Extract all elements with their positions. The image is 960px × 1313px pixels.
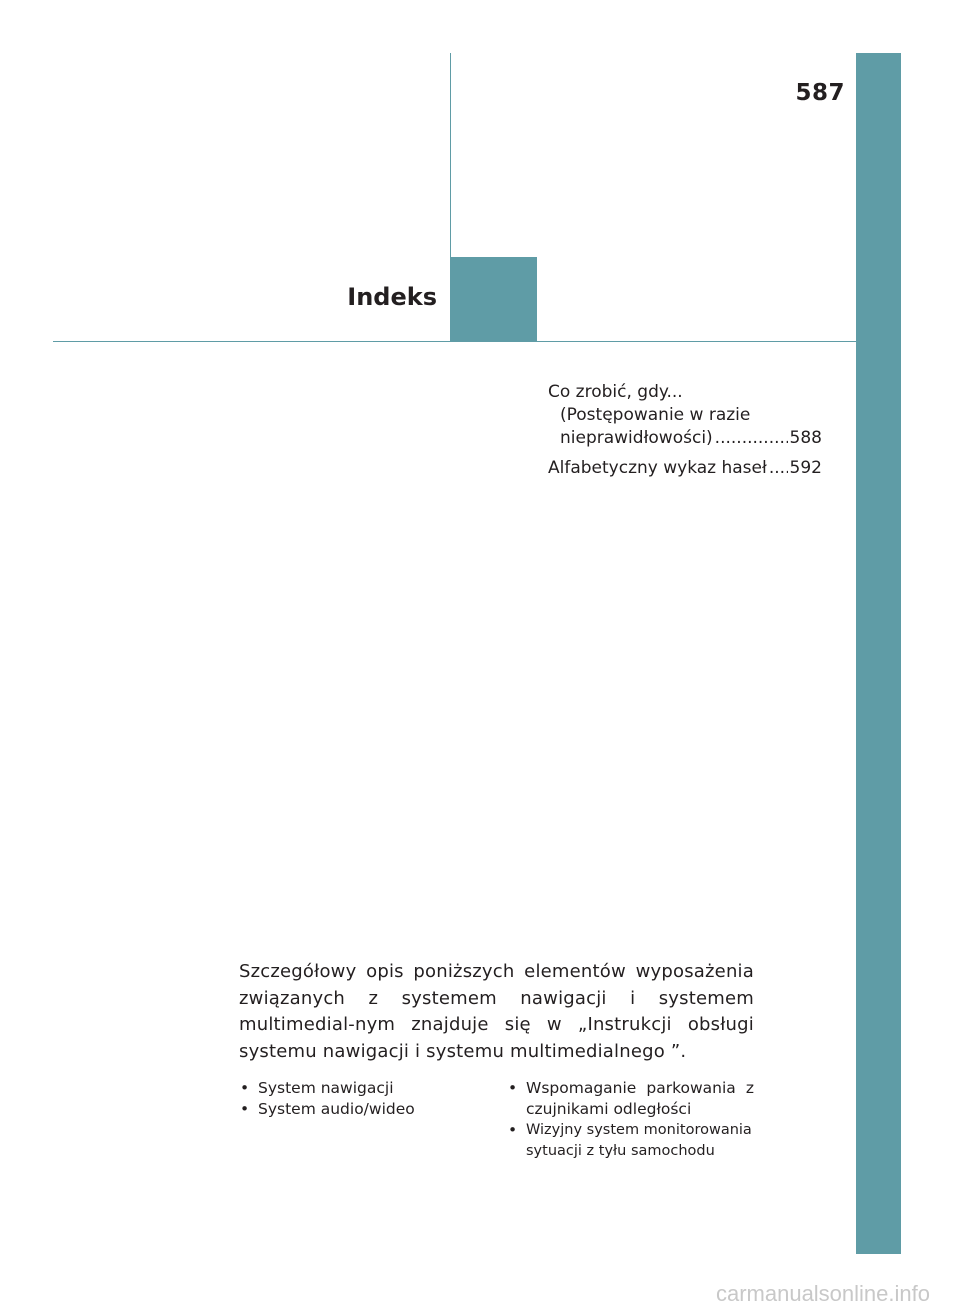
list-item-text: Wspomaganie parkowania z czujnikami odległości [526, 1079, 754, 1118]
section-title: Indeks [347, 283, 437, 311]
bullet: • [508, 1121, 518, 1139]
bullet: • [508, 1079, 518, 1097]
toc-entry-troubleshooting-line1[interactable]: Co zrobić, gdy... [548, 382, 683, 402]
bullet: • [240, 1100, 250, 1118]
toc-entry-alphabetical-index[interactable] [548, 457, 822, 480]
list-item [240, 1078, 480, 1099]
leader-dots [715, 427, 788, 450]
toc-page-number: 588 [789, 428, 822, 448]
toc-entry-label: Alfabetyczny wykaz haseł [548, 458, 767, 478]
list-item-text: System audio/wideo [258, 1100, 415, 1118]
section-tab-box [451, 257, 537, 342]
list-item-text: Wizyjny system monitorowania sytuacji z tyłu samochodu [526, 1122, 752, 1159]
toc-entry-label: nieprawidłowości) [560, 428, 713, 448]
list-item [508, 1120, 754, 1162]
side-tab-bar [856, 53, 901, 1254]
toc-entry-troubleshooting-line3[interactable] [560, 427, 822, 450]
page-number: 587 [795, 80, 845, 106]
description-paragraph: Szczegółowy opis poniższych elementów wyposażenia związanych z systemem nawigacji i systemem multimedial-nym znajduje się w „Instrukcji obsługi systemu nawigacji i systemu multimedialnego ”. [239, 961, 754, 1062]
list-item-text: System nawigacji [258, 1079, 394, 1097]
bullet: • [240, 1079, 250, 1097]
leader-dots [769, 457, 788, 480]
toc-entry-troubleshooting-line2[interactable]: (Postępowanie w razie [560, 405, 751, 425]
equipment-list-left [240, 1078, 480, 1120]
equipment-list-right [508, 1078, 754, 1162]
list-item [240, 1099, 480, 1120]
toc-page-number: 592 [789, 458, 822, 478]
watermark: carmanualsonline.info [715, 1281, 930, 1306]
list-item [508, 1078, 754, 1120]
